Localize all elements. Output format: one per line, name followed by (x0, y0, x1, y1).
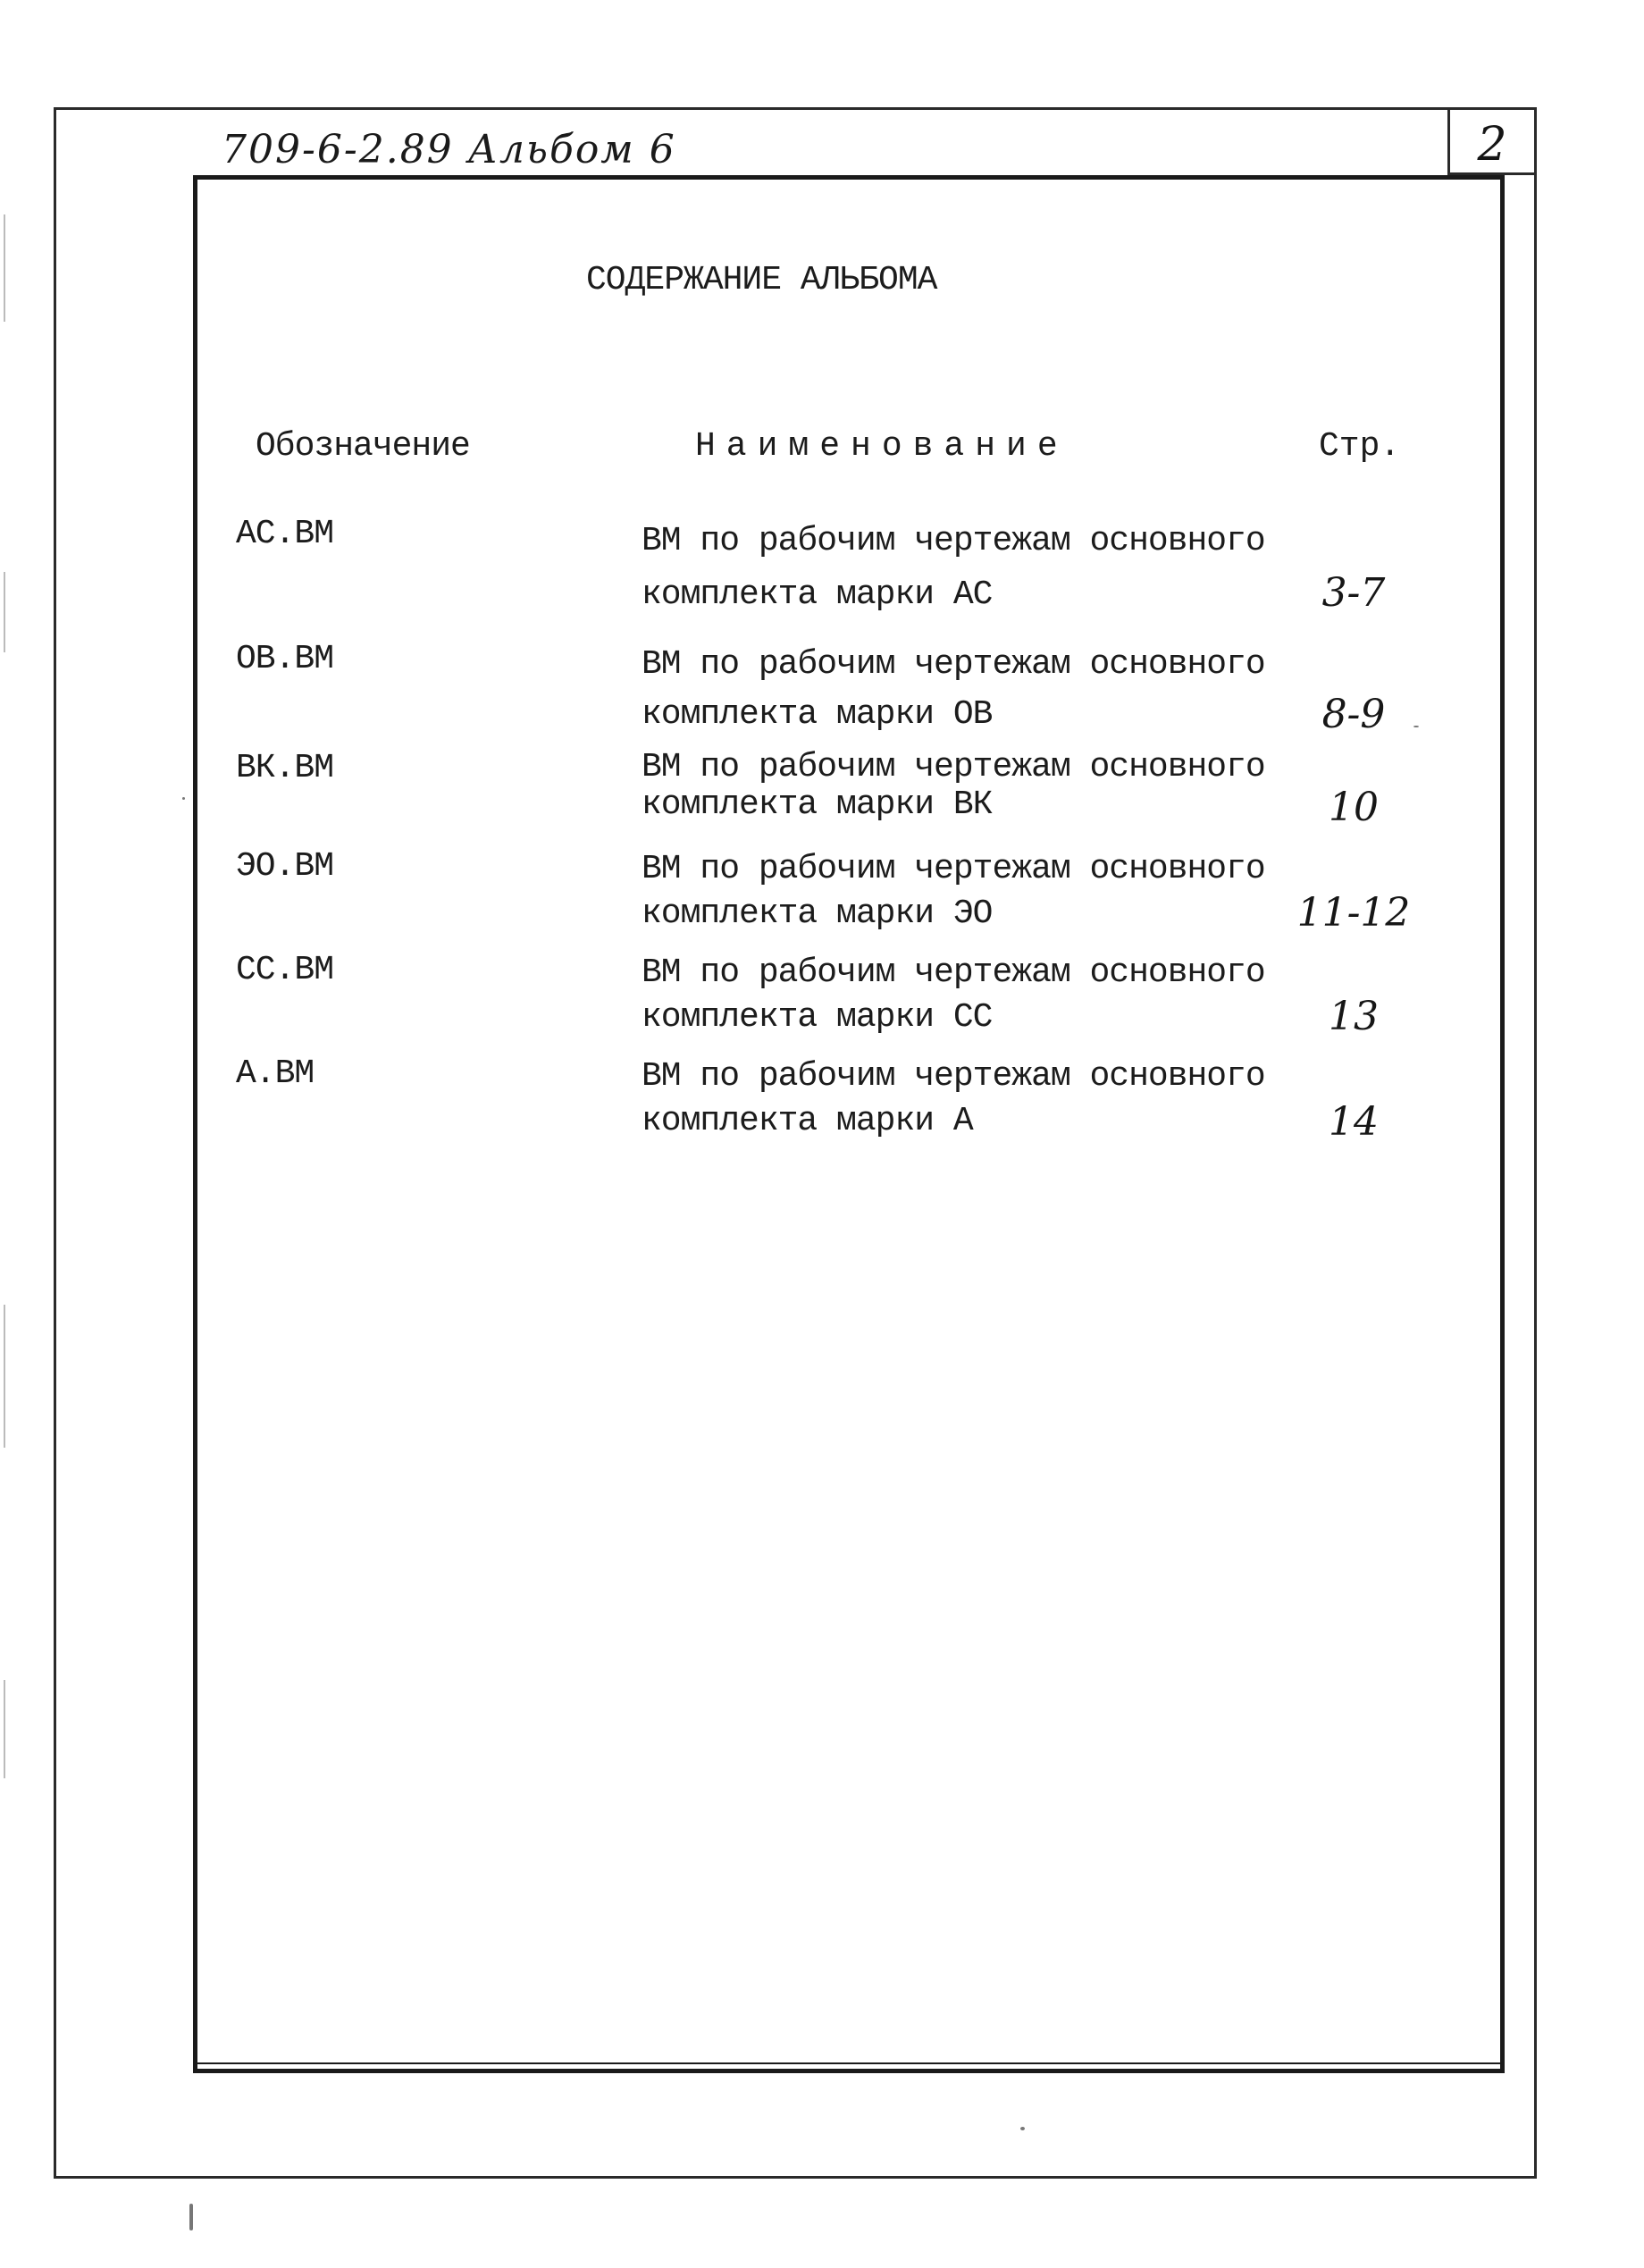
scan-speck (1020, 2127, 1025, 2130)
scan-edge-mark (4, 1680, 5, 1778)
row-name (642, 515, 1265, 622)
row-name-line1: ВМ по рабочим чертежам основного (642, 645, 1265, 684)
row-name-line2: комплекта марки СС (642, 998, 993, 1037)
row-name-line1: ВМ по рабочим чертежам основного (642, 1057, 1265, 1096)
document-title: СОДЕРЖАНИЕ АЛЬБОМА (586, 261, 937, 299)
frame-bottom-rule (193, 2062, 1505, 2064)
album-code-handwritten: 709-6-2.89 Альбом 6 (222, 127, 676, 172)
row-code: СС.ВМ (236, 951, 334, 989)
row-name-line1: ВМ по рабочим чертежам основного (642, 522, 1265, 560)
row-name-line2: комплекта марки ВК (642, 785, 993, 824)
row-name-line2: комплекта марки АС (642, 575, 993, 614)
scan-edge-mark (4, 214, 5, 322)
row-name (642, 951, 1265, 1040)
scan-edge-mark (4, 1305, 5, 1448)
row-page: 11-12 (1296, 890, 1411, 936)
row-page: 8-9 (1321, 692, 1386, 737)
row-code: ОВ.ВМ (236, 640, 334, 678)
row-name (642, 749, 1265, 824)
row-name (642, 847, 1265, 937)
scan-edge-mark (4, 572, 5, 652)
row-page: 13 (1329, 994, 1379, 1039)
row-name-line2: комплекта марки ЭО (642, 895, 993, 933)
column-header-name: Наименование (695, 427, 1069, 466)
row-name-line2: комплекта марки ОВ (642, 695, 993, 734)
row-page: 3-7 (1321, 570, 1386, 616)
scan-speck (1413, 726, 1419, 727)
scan-speck (189, 2204, 193, 2230)
row-name (642, 640, 1265, 740)
column-header-page: Стр. (1319, 427, 1401, 466)
row-code: ЭО.ВМ (236, 847, 334, 886)
row-page: 10 (1329, 785, 1379, 830)
row-page: 14 (1329, 1099, 1379, 1145)
page-number: 2 (1477, 118, 1507, 172)
row-name-line1: ВМ по рабочим чертежам основного (642, 850, 1265, 888)
row-name-line1: ВМ по рабочим чертежам основного (642, 748, 1265, 786)
row-code: ВК.ВМ (236, 749, 334, 787)
row-code: АС.ВМ (236, 515, 334, 553)
row-name-line1: ВМ по рабочим чертежам основного (642, 953, 1265, 992)
scan-speck (182, 797, 185, 800)
row-name-line2: комплекта марки А (642, 1102, 973, 1140)
row-code: А.ВМ (236, 1054, 315, 1093)
column-header-code: Обозначение (256, 427, 470, 466)
row-name (642, 1054, 1265, 1144)
